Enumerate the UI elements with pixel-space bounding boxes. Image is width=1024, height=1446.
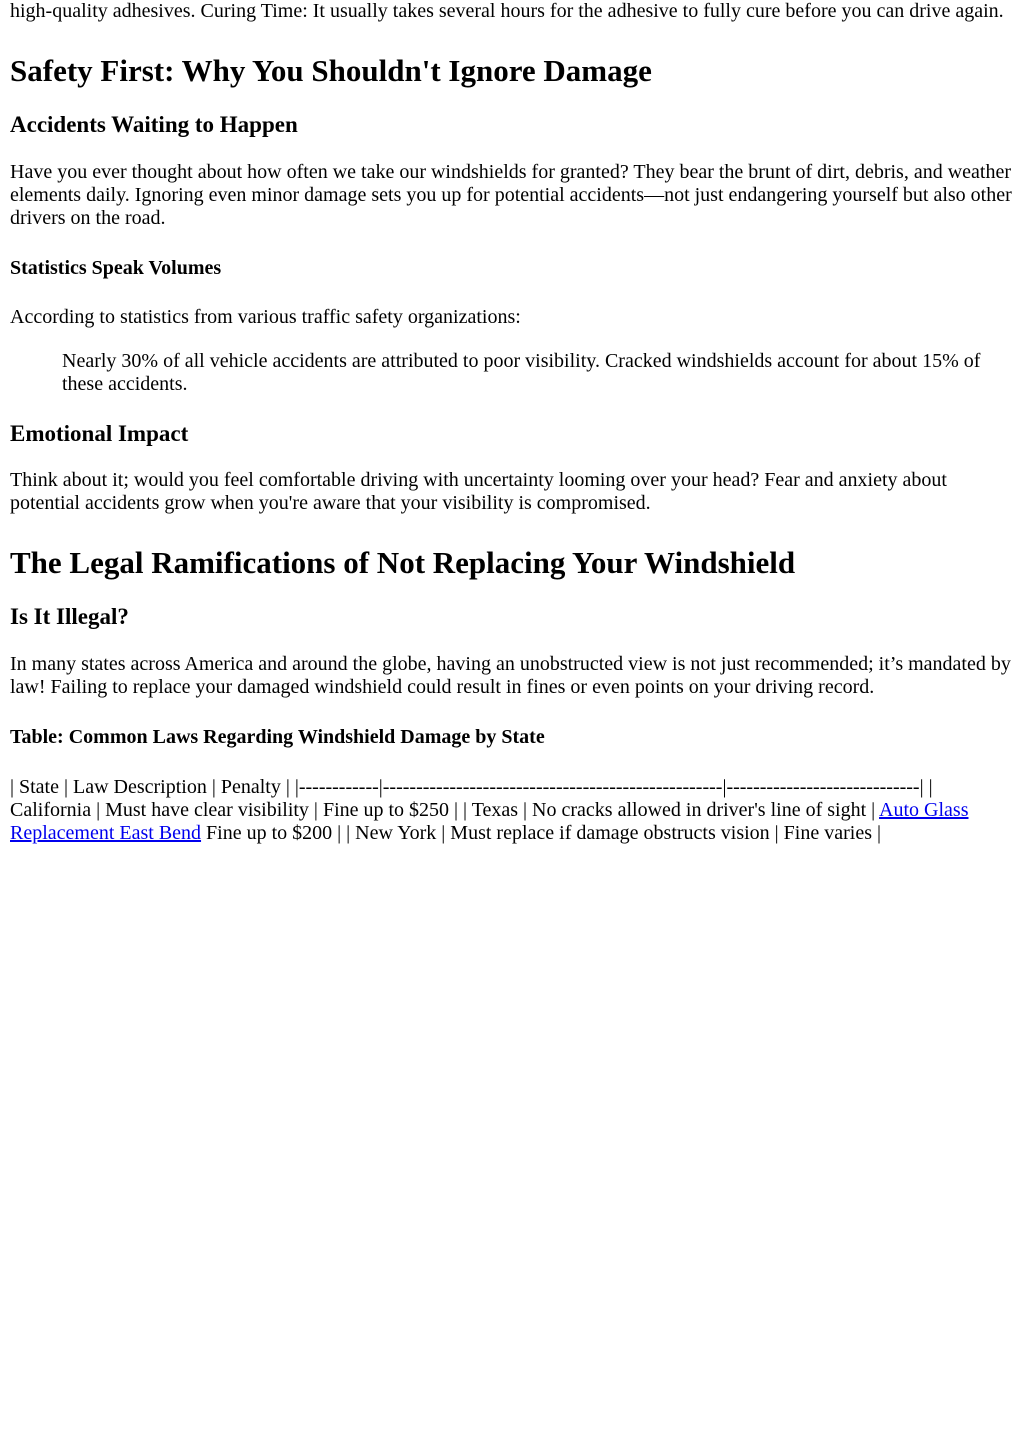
laws-table-text bbox=[10, 776, 1014, 845]
laws-table-text-before: | State | Law Description | Penalty | |------------|---------------------------------------------------|-----------------------------| | California | Must have clear visibility | Fine up to $250 | | Texas | No cracks allowed in driver's line of sight | bbox=[10, 776, 933, 821]
statistics-quote: Nearly 30% of all vehicle accidents are attributed to poor visibility. Cracked windshields account for about 15% of these accidents. bbox=[62, 350, 981, 395]
accidents-heading: Accidents Waiting to Happen bbox=[10, 112, 298, 137]
statistics-intro-paragraph: According to statistics from various traffic safety organizations: bbox=[10, 306, 521, 328]
laws-table-heading: Table: Common Laws Regarding Windshield Damage by State bbox=[10, 726, 545, 748]
emotional-impact-heading: Emotional Impact bbox=[10, 421, 189, 446]
auto-glass-replacement-link[interactable]: Auto Glass Replacement East Bend bbox=[10, 799, 969, 844]
statistics-heading: Statistics Speak Volumes bbox=[10, 257, 222, 279]
is-it-illegal-heading: Is It Illegal? bbox=[10, 604, 129, 629]
is-it-illegal-paragraph: In many states across America and around the globe, having an unobstructed view is not just recommended; it’s mandated by law! Failing to replace your damaged windshield could result in fines or even points on your driving record. bbox=[10, 653, 1011, 698]
accidents-paragraph: Have you ever thought about how often we take our windshields for granted? They bear the brunt of dirt, debris, and weather elements daily. Ignoring even minor damage sets you up for potential accidents—not just endangering yourself but also other drivers on the road. bbox=[10, 161, 1012, 229]
intro-paragraph: high-quality adhesives. Curing Time: It usually takes several hours for the adhesive to fully cure before you can drive again. bbox=[10, 0, 1004, 22]
safety-section-title: Safety First: Why You Shouldn't Ignore Damage bbox=[10, 53, 652, 88]
emotional-impact-paragraph: Think about it; would you feel comfortable driving with uncertainty looming over your head? Fear and anxiety about potential accidents grow when you're aware that your visibility is compromised. bbox=[10, 469, 947, 514]
legal-section-title: The Legal Ramifications of Not Replacing Your Windshield bbox=[10, 545, 796, 580]
laws-table-text-after: Fine up to $200 | | New York | Must replace if damage obstructs vision | Fine varies | bbox=[201, 822, 881, 844]
